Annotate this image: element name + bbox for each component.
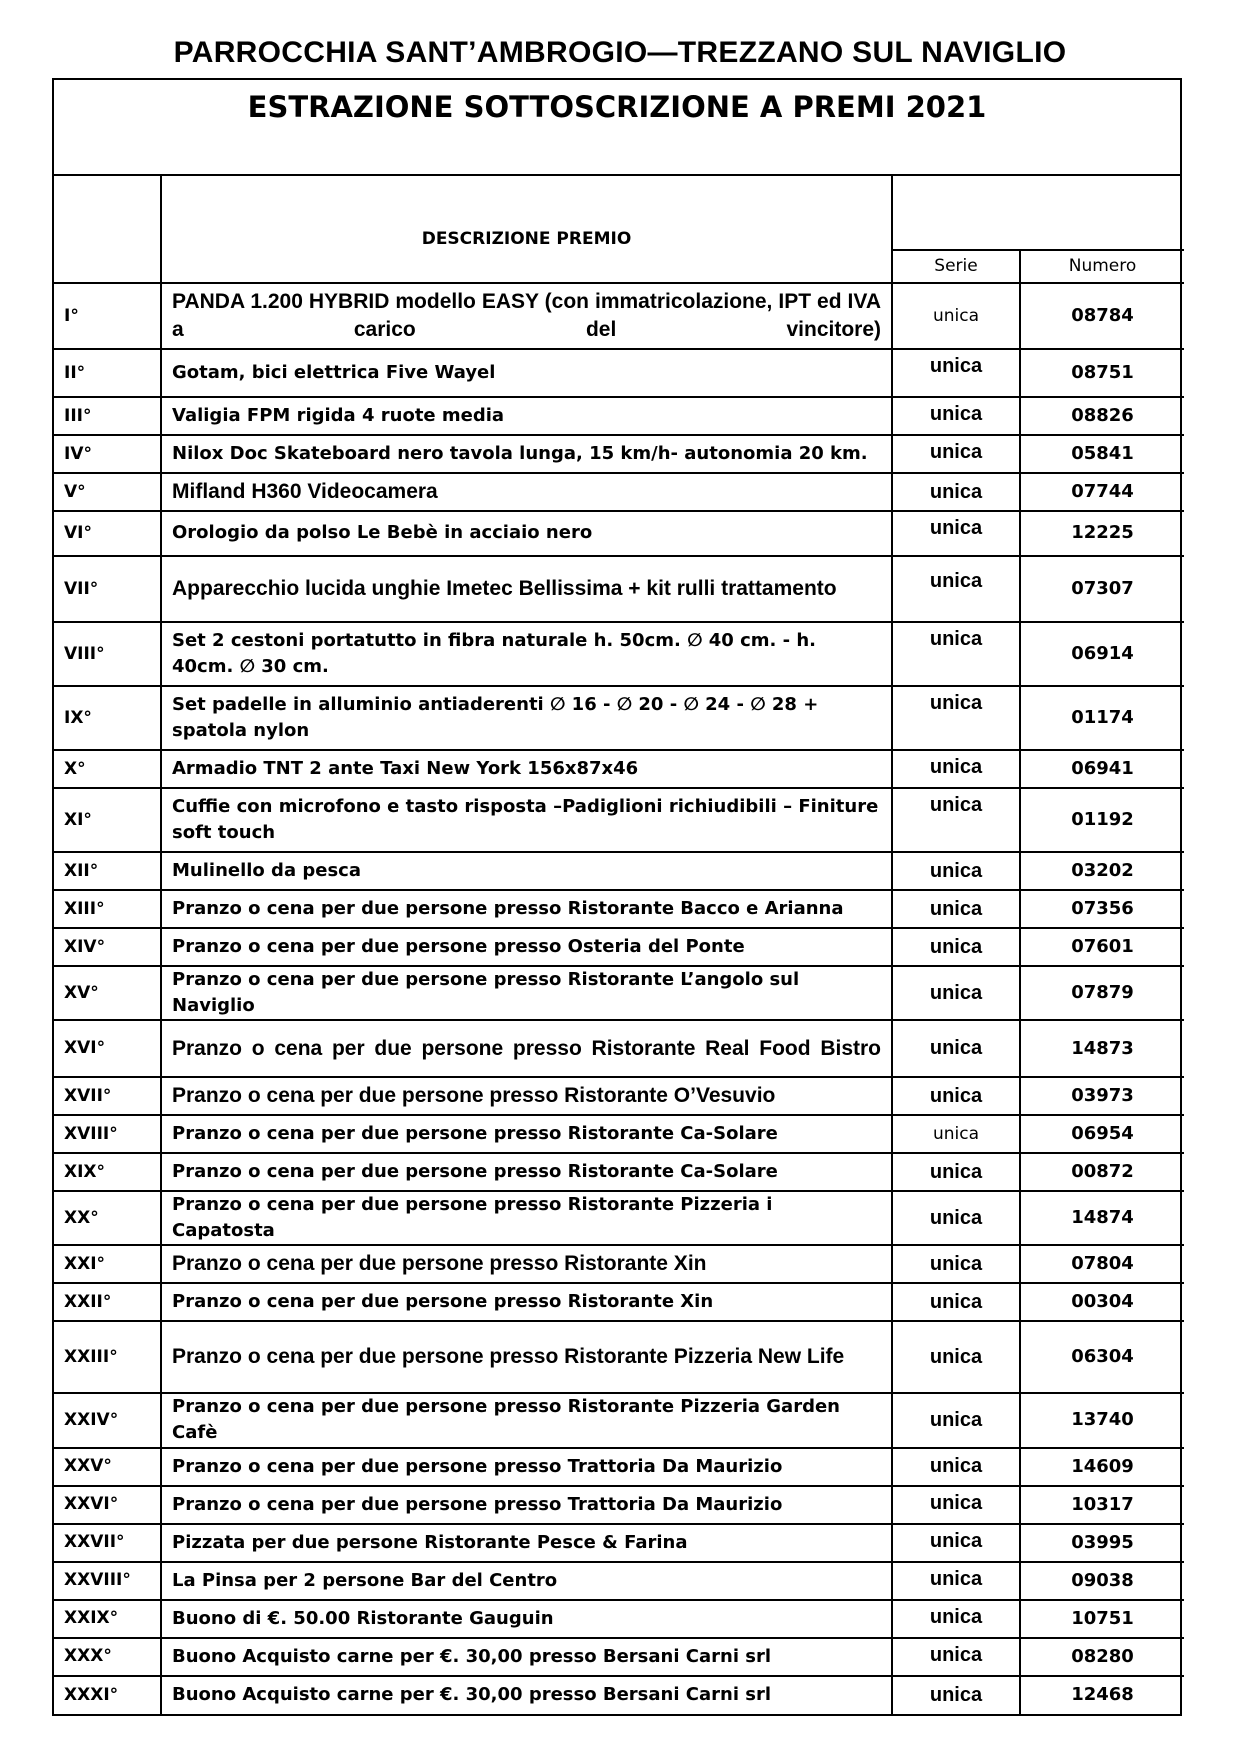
table-row: [54, 788, 1184, 852]
table-row: [54, 1486, 1184, 1524]
prize-numero: 07356: [1020, 890, 1184, 928]
prize-description: Pranzo o cena per due persone presso Ristorante Xin: [161, 1245, 892, 1283]
prize-numero: 00304: [1020, 1283, 1184, 1321]
prize-description: Mulinello da pesca: [161, 852, 892, 890]
prize-serie: unica: [892, 966, 1020, 1020]
prize-rank: XXV°: [54, 1448, 161, 1486]
table-row: [54, 473, 1184, 511]
prize-numero: 07307: [1020, 556, 1184, 622]
estrazione-header-cell: [892, 176, 1184, 250]
prize-description: Pizzata per due persone Ristorante Pesce & Farina: [161, 1524, 892, 1562]
prize-rank: XXVIII°: [54, 1562, 161, 1600]
prize-description: Gotam, bici elettrica Five Wayel: [161, 349, 892, 397]
prize-description: PANDA 1.200 HYBRID modello EASY (con immatricolazione, IPT ed IVA a carico del vincitore): [161, 283, 892, 349]
prize-numero: 06941: [1020, 750, 1184, 788]
prize-serie: unica: [892, 1600, 1020, 1638]
table-row: [54, 1393, 1184, 1447]
prize-serie: unica: [892, 556, 1020, 622]
prize-rank: XVI°: [54, 1020, 161, 1077]
prize-rank: IV°: [54, 435, 161, 473]
prize-serie: unica: [892, 1562, 1020, 1600]
prize-serie: unica: [892, 1191, 1020, 1245]
prize-rank: I°: [54, 283, 161, 349]
prize-serie: unica: [892, 473, 1020, 511]
prize-rank: III°: [54, 397, 161, 435]
table-row: [54, 349, 1184, 397]
prize-rank: XI°: [54, 788, 161, 852]
prize-numero: 00872: [1020, 1153, 1184, 1191]
prize-description: Pranzo o cena per due persone presso Ristorante Pizzeria i Capatosta: [161, 1191, 892, 1245]
prize-serie: unica: [892, 397, 1020, 435]
prize-numero: 10751: [1020, 1600, 1184, 1638]
rank-header-cell: [54, 176, 161, 283]
prize-serie: unica: [892, 1676, 1020, 1714]
prize-description: Pranzo o cena per due persone presso Ristorante Xin: [161, 1283, 892, 1321]
prize-numero: 08751: [1020, 349, 1184, 397]
prize-numero: 03973: [1020, 1077, 1184, 1115]
prize-rank: V°: [54, 473, 161, 511]
table-row: [54, 556, 1184, 622]
prize-serie: unica: [892, 1077, 1020, 1115]
prize-description: Buono di €. 50.00 Ristorante Gauguin: [161, 1600, 892, 1638]
document-title: ESTRAZIONE SOTTOSCRIZIONE A PREMI 2021: [54, 80, 1180, 176]
prize-rank: XVII°: [54, 1077, 161, 1115]
table-row: [54, 1020, 1184, 1077]
prize-description: Pranzo o cena per due persone presso Ristorante L’angolo sul Naviglio: [161, 966, 892, 1020]
prize-serie: unica: [892, 1393, 1020, 1447]
prize-numero: 13740: [1020, 1393, 1184, 1447]
prize-table: [54, 176, 1184, 1714]
prize-serie: unica: [892, 788, 1020, 852]
table-row: [54, 397, 1184, 435]
table-row: [54, 1245, 1184, 1283]
table-row: [54, 1283, 1184, 1321]
table-row: [54, 686, 1184, 750]
table-row: [54, 283, 1184, 349]
prize-rank: XII°: [54, 852, 161, 890]
prize-numero: 07744: [1020, 473, 1184, 511]
prize-serie: unica: [892, 1115, 1020, 1153]
table-row: [54, 852, 1184, 890]
prize-serie: unica: [892, 622, 1020, 686]
prize-numero: 06914: [1020, 622, 1184, 686]
column-header-serie: Serie: [892, 250, 1020, 283]
column-header-descrizione: DESCRIZIONE PREMIO: [161, 176, 892, 283]
prize-rank: XX°: [54, 1191, 161, 1245]
prize-rank: VIII°: [54, 622, 161, 686]
prize-numero: 05841: [1020, 435, 1184, 473]
prize-numero: 07879: [1020, 966, 1184, 1020]
prize-description: Nilox Doc Skateboard nero tavola lunga, 15 km/h- autonomia 20 km.: [161, 435, 892, 473]
prize-serie: unica: [892, 1448, 1020, 1486]
prize-document: [52, 78, 1182, 1716]
table-row: [54, 1600, 1184, 1638]
prize-rank: XXIX°: [54, 1600, 161, 1638]
prize-description: Pranzo o cena per due persone presso Ristorante Bacco e Arianna: [161, 890, 892, 928]
table-row: [54, 1321, 1184, 1393]
table-row: [54, 511, 1184, 556]
prize-rank: XXVII°: [54, 1524, 161, 1562]
table-row: [54, 1638, 1184, 1676]
prize-serie: unica: [892, 1153, 1020, 1191]
prize-description: Buono Acquisto carne per €. 30,00 presso Bersani Carni srl: [161, 1676, 892, 1714]
prize-description: Mifland H360 Videocamera: [161, 473, 892, 511]
prize-description: Pranzo o cena per due persone presso Ristorante Ca-Solare: [161, 1115, 892, 1153]
prize-numero: 10317: [1020, 1486, 1184, 1524]
prize-serie: unica: [892, 890, 1020, 928]
prize-numero: 03202: [1020, 852, 1184, 890]
prize-numero: 07804: [1020, 1245, 1184, 1283]
table-row: [54, 1524, 1184, 1562]
prize-numero: 07601: [1020, 928, 1184, 966]
table-row: [54, 1562, 1184, 1600]
prize-description: La Pinsa per 2 persone Bar del Centro: [161, 1562, 892, 1600]
prize-rank: XXIII°: [54, 1321, 161, 1393]
prize-serie: unica: [892, 1486, 1020, 1524]
prize-serie: unica: [892, 852, 1020, 890]
prize-description: Pranzo o cena per due persone presso Ristorante Real Food Bistro: [161, 1020, 892, 1077]
prize-description: Orologio da polso Le Bebè in acciaio nero: [161, 511, 892, 556]
table-header-row: [54, 176, 1184, 250]
prize-rank: XVIII°: [54, 1115, 161, 1153]
prize-rank: X°: [54, 750, 161, 788]
prize-rank: VII°: [54, 556, 161, 622]
prize-rank: XIX°: [54, 1153, 161, 1191]
prize-serie: unica: [892, 1321, 1020, 1393]
prize-numero: 14873: [1020, 1020, 1184, 1077]
prize-numero: 09038: [1020, 1562, 1184, 1600]
table-row: [54, 1077, 1184, 1115]
table-row: [54, 928, 1184, 966]
prize-description: Buono Acquisto carne per €. 30,00 presso Bersani Carni srl: [161, 1638, 892, 1676]
prize-description: Apparecchio lucida unghie Imetec Bellissima + kit rulli trattamento: [161, 556, 892, 622]
prize-numero: 14609: [1020, 1448, 1184, 1486]
column-header-numero: Numero: [1020, 250, 1184, 283]
prize-rank: XXX°: [54, 1638, 161, 1676]
prize-description: Valigia FPM rigida 4 ruote media: [161, 397, 892, 435]
prize-description: Cuffie con microfono e tasto risposta –Padiglioni richiudibili – Finiture soft touch: [161, 788, 892, 852]
prize-rank: VI°: [54, 511, 161, 556]
table-row: [54, 966, 1184, 1020]
table-row: [54, 1191, 1184, 1245]
prize-numero: 06954: [1020, 1115, 1184, 1153]
prize-rank: XIII°: [54, 890, 161, 928]
prize-serie: unica: [892, 435, 1020, 473]
table-row: [54, 622, 1184, 686]
prize-description: Pranzo o cena per due persone presso Trattoria Da Maurizio: [161, 1486, 892, 1524]
prize-numero: 14874: [1020, 1191, 1184, 1245]
prize-serie: unica: [892, 1524, 1020, 1562]
prize-numero: 06304: [1020, 1321, 1184, 1393]
table-row: [54, 1448, 1184, 1486]
prize-description: Pranzo o cena per due persone presso Ristorante Pizzeria New Life: [161, 1321, 892, 1393]
prize-numero: 03995: [1020, 1524, 1184, 1562]
prize-serie: unica: [892, 928, 1020, 966]
prize-rank: XXIV°: [54, 1393, 161, 1447]
prize-rank: XXVI°: [54, 1486, 161, 1524]
table-row: [54, 750, 1184, 788]
prize-serie: unica: [892, 511, 1020, 556]
prize-serie: unica: [892, 1020, 1020, 1077]
prize-description: Pranzo o cena per due persone presso Osteria del Ponte: [161, 928, 892, 966]
prize-numero: 08280: [1020, 1638, 1184, 1676]
prize-rank: II°: [54, 349, 161, 397]
prize-serie: unica: [892, 349, 1020, 397]
prize-rank: XIV°: [54, 928, 161, 966]
table-row: [54, 1676, 1184, 1714]
prize-description: Pranzo o cena per due persone presso Ristorante O’Vesuvio: [161, 1077, 892, 1115]
prize-serie: unica: [892, 686, 1020, 750]
table-row: [54, 435, 1184, 473]
table-row: [54, 1153, 1184, 1191]
prize-description: Set 2 cestoni portatutto in fibra naturale h. 50cm. ∅ 40 cm. - h. 40cm. ∅ 30 cm.: [161, 622, 892, 686]
prize-description: Pranzo o cena per due persone presso Ristorante Ca-Solare: [161, 1153, 892, 1191]
prize-numero: 12225: [1020, 511, 1184, 556]
prize-numero: 08784: [1020, 283, 1184, 349]
prize-description: Pranzo o cena per due persone presso Ristorante Pizzeria Garden Cafè: [161, 1393, 892, 1447]
prize-description: Pranzo o cena per due persone presso Trattoria Da Maurizio: [161, 1448, 892, 1486]
prize-serie: unica: [892, 1245, 1020, 1283]
prize-numero: 01192: [1020, 788, 1184, 852]
prize-numero: 01174: [1020, 686, 1184, 750]
prize-numero: 08826: [1020, 397, 1184, 435]
prize-rank: XXII°: [54, 1283, 161, 1321]
parish-header: PARROCCHIA SANT’AMBROGIO—TREZZANO SUL NAVIGLIO: [173, 36, 1067, 69]
prize-serie: unica: [892, 283, 1020, 349]
prize-rank: XXXI°: [54, 1676, 161, 1714]
prize-serie: unica: [892, 750, 1020, 788]
table-row: [54, 890, 1184, 928]
prize-description: Armadio TNT 2 ante Taxi New York 156x87x46: [161, 750, 892, 788]
table-row: [54, 1115, 1184, 1153]
prize-description: Set padelle in alluminio antiaderenti ∅ 16 - ∅ 20 - ∅ 24 - ∅ 28 + spatola nylon: [161, 686, 892, 750]
prize-rank: IX°: [54, 686, 161, 750]
prize-rank: XXI°: [54, 1245, 161, 1283]
prize-serie: unica: [892, 1638, 1020, 1676]
prize-rank: XV°: [54, 966, 161, 1020]
prize-serie: unica: [892, 1283, 1020, 1321]
prize-numero: 12468: [1020, 1676, 1184, 1714]
